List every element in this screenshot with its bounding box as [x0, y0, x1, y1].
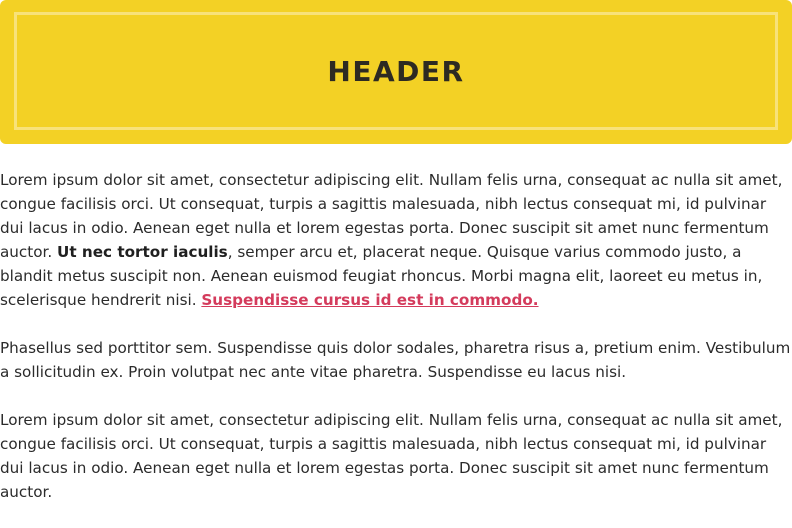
paragraph-1-text-b: , semper arcu et, placerat neque. Quisque varius commodo justo, a blandit metus suscipit non. Aenean euismod feugiat rhoncus. Morbi magna elit, laoreet eu metus in, scelerisque hendrerit nisi. — [0, 243, 763, 309]
header-frame — [14, 12, 778, 130]
paragraph-2: Phasellus sed porttitor sem. Suspendisse quis dolor sodales, pharetra risus a, pretium enim. Vestibulum a sollicitudin ex. Proin volutpat nec ante vitae pharetra. Suspendisse eu lacus nisi. — [0, 339, 791, 381]
suspendisse-link[interactable]: Suspendisse cursus id est in commodo. — [201, 291, 539, 309]
main-content — [0, 168, 792, 528]
header-title: HEADER — [327, 54, 465, 88]
paragraph-1-text-a: Lorem ipsum dolor sit amet, consectetur adipiscing elit. Nullam felis urna, consequat ac nulla sit amet, congue facilisis orci. Ut consequat, turpis a sagittis malesuada, nibh lectus consequat mi, id pulvinar dui lacus in odio. Aenean eget nulla et lorem egestas porta. Donec suscipit sit amet nunc fermentum auctor. — [0, 171, 783, 261]
paragraph-3: Lorem ipsum dolor sit amet, consectetur adipiscing elit. Nullam felis urna, consequat ac nulla sit amet, congue facilisis orci. Ut consequat, turpis a sagittis malesuada, nibh lectus consequat mi, id pulvinar dui lacus in odio. Aenean eget nulla et lorem egestas porta. Donec suscipit sit amet nunc fermentum auctor. — [0, 411, 783, 501]
header-banner — [0, 0, 792, 144]
paragraph-1 — [0, 168, 792, 312]
paragraph-1-bold-text: Ut nec tortor iaculis — [57, 243, 228, 261]
